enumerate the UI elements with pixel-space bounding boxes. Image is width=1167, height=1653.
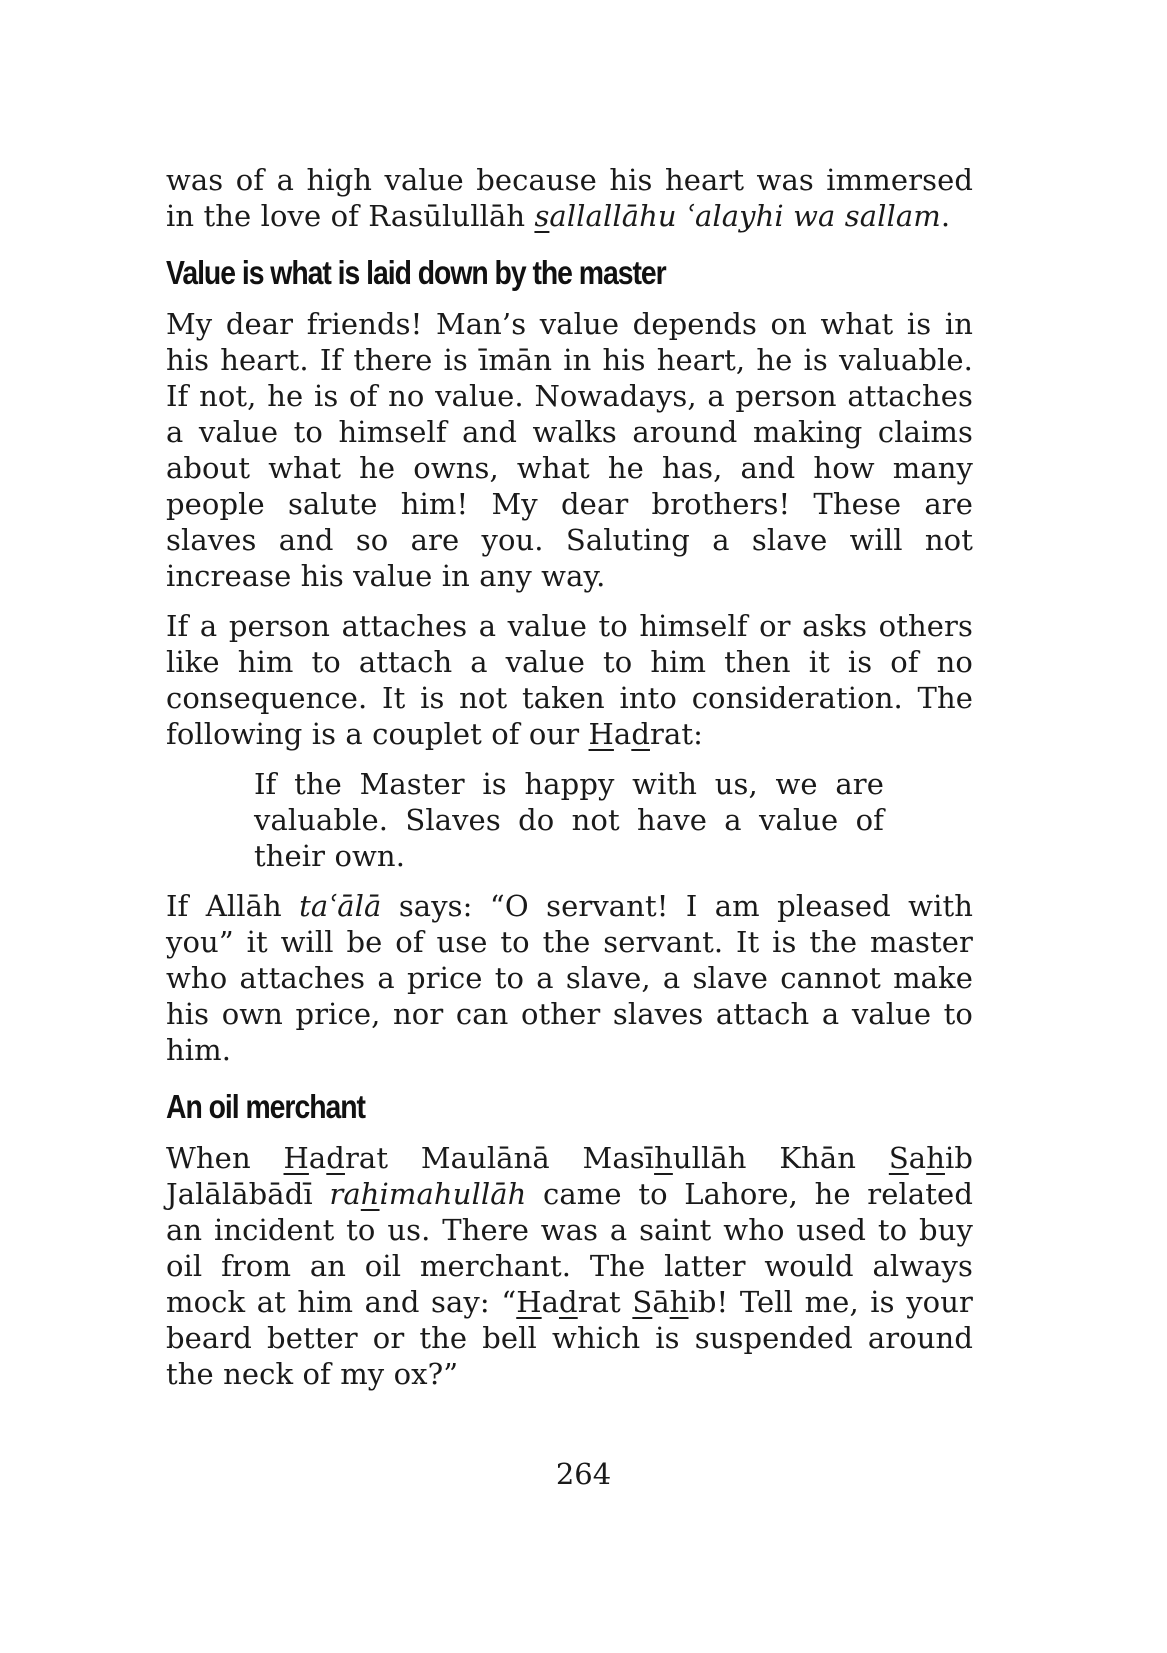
couplet-verse: If the Master is happy with us, we are valuable. Slaves do not have a value of their own.	[254, 767, 884, 873]
paragraph-oil-merchant	[166, 1140, 973, 1392]
paragraph-text: If a person attaches a value to himself or asks others like him to attach a value to him then it is of no consequence. It is not taken into consideration. The following is a couplet of our	[166, 609, 973, 751]
text-fragment: a	[308, 1141, 327, 1175]
underlined-letter: H	[588, 717, 614, 751]
underlined-letter: h	[654, 1141, 673, 1175]
top-paragraph-line2: in the love of Rasūlullāh	[166, 199, 535, 233]
text-fragment: ib	[944, 1141, 974, 1175]
text-fragment: When	[166, 1141, 284, 1175]
text-fragment: Maulānā Masī	[388, 1141, 655, 1175]
text-fragment: If Allāh	[166, 889, 300, 923]
paragraph-allah-pleased	[166, 888, 973, 1068]
underlined-letter: h	[926, 1141, 945, 1175]
text-fragment: rat	[344, 1141, 389, 1175]
underlined-letter: S	[888, 1141, 909, 1175]
section-heading-value: Value is what is laid down by the master	[166, 254, 666, 291]
underlined-letter: d	[631, 717, 650, 751]
text-fragment: imahullāh	[379, 1177, 527, 1211]
salutation-italic: allallāhu ʿalayhi wa sallam	[549, 199, 941, 233]
underlined-letter: d	[326, 1141, 345, 1175]
text-fragment: rat	[577, 1285, 633, 1319]
italic-rahimahullah	[329, 1177, 526, 1211]
top-paragraph-line1: was of a high value because his heart was immersed	[166, 163, 973, 197]
underlined-letter: d	[559, 1285, 578, 1319]
top-paragraph	[166, 162, 973, 234]
period: .	[940, 199, 951, 233]
underlined-letter: h	[669, 1285, 689, 1319]
underlined-letter: H	[283, 1141, 309, 1175]
text-fragment: came to Lahore, he related an incident to us. There was a saint who used to buy oil from an oil merchant. The latter would always mock at him and say: “	[166, 1177, 973, 1319]
text-fragment: Jalālābādī	[166, 1177, 330, 1211]
text-fragment: ullāh Khān	[672, 1141, 889, 1175]
page-body	[166, 162, 973, 1392]
text-fragment: ib	[688, 1285, 717, 1319]
underlined-s: s	[534, 199, 550, 233]
text-fragment: a	[541, 1285, 560, 1319]
underlined-letter: h	[360, 1177, 380, 1211]
paragraph-mans-value: My dear friends! Man’s value depends on what is in his heart. If there is īmān in his heart, he is valuable. If not, he is of no value. Nowadays, a person attaches a value to himself and walks around making claims about what he owns, what he has, and how many people salute him! My dear brothers! These are slaves and so are you. Saluting a slave will not increase his value in any way.	[166, 307, 973, 593]
text-fragment: ra	[329, 1177, 361, 1211]
text-fragment: a	[613, 717, 632, 751]
text-fragment: ! Tell me, is your beard better or the bell which is suspended around the neck of my ox?”	[166, 1285, 973, 1391]
italic-taala: taʿālā	[299, 889, 382, 923]
section-heading-oil-merchant: An oil merchant	[166, 1088, 365, 1125]
paragraph-attaches-value	[166, 608, 973, 752]
text-fragment: ā	[652, 1285, 670, 1319]
underlined-letter: H	[516, 1285, 542, 1319]
text-fragment: says: “O servant! I am pleased with you” it will be of use to the servant. It is the master who attaches a price to a slave, a slave cannot make his own price, nor can other slaves attach a value to him.	[166, 889, 973, 1067]
page-number: 264	[555, 1457, 612, 1491]
text-fragment: rat:	[649, 717, 703, 751]
text-fragment: a	[908, 1141, 927, 1175]
underlined-letter: S	[632, 1285, 653, 1319]
